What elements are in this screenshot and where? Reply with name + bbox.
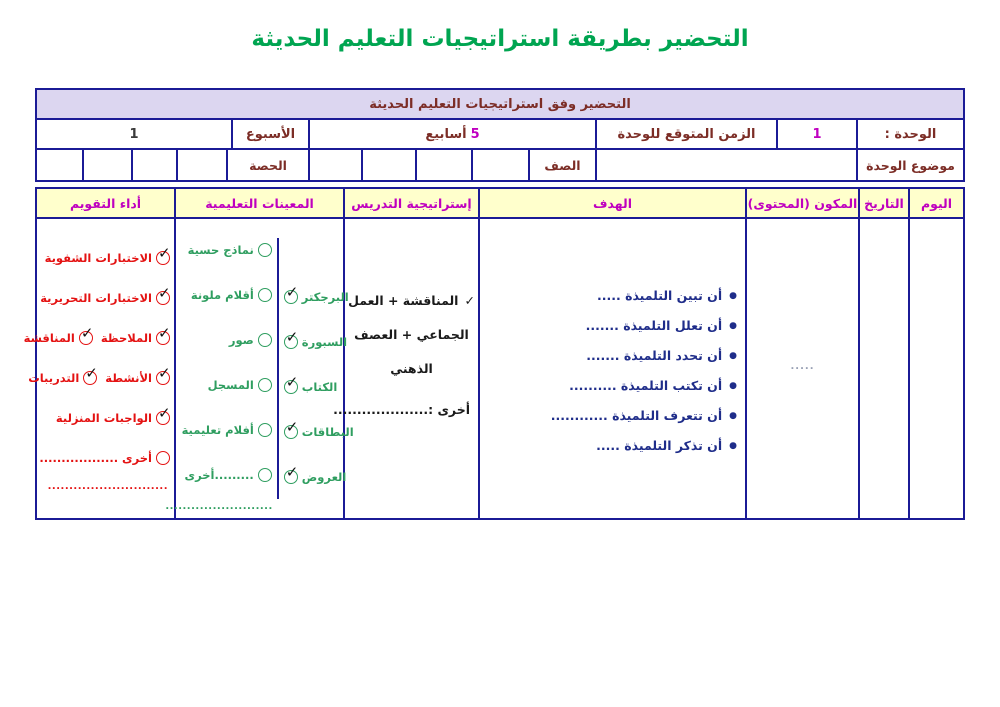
- header-strategy: [343, 189, 478, 217]
- evaluation-label: الملاحظة: [100, 331, 152, 345]
- week-label-cell: [231, 120, 308, 148]
- empty-circle-icon: [258, 288, 272, 302]
- objective-text: أن تتعرف التلميذة ............: [550, 407, 723, 423]
- unit-value: 1: [812, 126, 822, 142]
- aids-label: أفلام تعليمية: [181, 422, 254, 437]
- check-icon: ✓: [464, 292, 475, 308]
- unit-label: الوحدة :: [884, 126, 937, 142]
- strategy-line-2: الجماعي + العصف: [354, 326, 469, 342]
- checked-circle-icon: [284, 290, 298, 304]
- aids-item: [165, 317, 276, 362]
- empty-circle-icon: [258, 243, 272, 257]
- weeks-unit: أسابيع: [425, 126, 467, 142]
- aids-other-dots: .........................: [165, 501, 273, 512]
- objective-item: [480, 280, 745, 310]
- evaluation-label: الاختبارات الشفوية: [44, 251, 152, 265]
- period-input-cell: [37, 150, 82, 180]
- aids-checked-list: [277, 238, 354, 499]
- checked-circle-icon: [156, 411, 170, 425]
- objective-item: [480, 430, 745, 460]
- evaluation-item-pair: [28, 358, 174, 398]
- week-value-cell: [37, 120, 231, 148]
- plan-table-body: [23, 217, 963, 518]
- header-date-label: التاريخ: [864, 195, 904, 211]
- aids-label: السبورة: [301, 334, 348, 349]
- period-input-cell: [131, 150, 176, 180]
- aids-other-label: أخرى.........: [184, 467, 254, 482]
- header-component: [745, 189, 858, 217]
- evaluation-label: أخرى ..................: [39, 451, 152, 465]
- unit-topic-label-cell: [856, 150, 963, 180]
- bullet-icon: [729, 378, 737, 393]
- evaluation-item: [37, 238, 174, 278]
- evaluation-label: المناقشة: [23, 331, 75, 345]
- strategy-cell: [333, 219, 478, 518]
- aids-unchecked-list: [165, 225, 276, 512]
- aids-other-item: [165, 452, 276, 497]
- evaluation-label: التدريبات: [28, 371, 80, 385]
- component-placeholder-dots: .....: [790, 361, 815, 372]
- period-input-cell: [176, 150, 226, 180]
- week-value: 1: [129, 126, 139, 142]
- objective-item: [480, 400, 745, 430]
- header-day: [908, 189, 963, 217]
- unit-value-cell: [776, 120, 856, 148]
- grade-input-cell: [471, 150, 528, 180]
- checked-circle-icon: [156, 251, 170, 265]
- grade-label: الصف: [544, 157, 581, 173]
- strategy-line-3: الذهني: [390, 360, 433, 376]
- aids-label: البرجكتر: [301, 289, 349, 304]
- evaluation-label: الأنشطة: [105, 371, 152, 385]
- header-aids-label: المعينات التعليمية: [205, 195, 314, 211]
- bullet-icon: [729, 288, 737, 303]
- grade-input-cell: [415, 150, 471, 180]
- aids-label: البطاقات: [301, 424, 354, 439]
- aids-label: المسجل: [207, 377, 254, 392]
- aids-item: [279, 274, 354, 319]
- date-cell: [858, 219, 908, 518]
- evaluation-other-dots: ............................: [47, 481, 168, 492]
- header-strategy-label: إستراتيجية التدريس: [351, 195, 472, 211]
- objective-item: [480, 310, 745, 340]
- empty-circle-icon: [258, 378, 272, 392]
- objective-list: [480, 219, 745, 460]
- evaluation-label: الواجبات المنزلية: [55, 411, 152, 425]
- aids-item: [279, 409, 354, 454]
- evaluation-item: [37, 398, 174, 438]
- aids-label: نماذج حسية: [187, 242, 254, 257]
- bullet-icon: [729, 348, 737, 363]
- bullet-icon: [729, 438, 737, 453]
- evaluation-list: [23, 219, 174, 492]
- evaluation-cell: [23, 219, 174, 518]
- component-cell: [745, 219, 858, 518]
- objective-item: [480, 370, 745, 400]
- aids-item: [279, 364, 354, 409]
- checked-circle-icon: [79, 331, 93, 345]
- grade-label-cell: [528, 150, 595, 180]
- aids-label: أقلام ملونة: [190, 287, 254, 302]
- table-banner: [37, 90, 963, 118]
- empty-circle-icon: [156, 451, 170, 465]
- aids-item: [165, 227, 276, 272]
- strategy-text: المناقشة + العمل: [348, 292, 459, 308]
- checked-circle-icon: [284, 425, 298, 439]
- period-label: الحصة: [249, 157, 287, 173]
- aids-cell: [165, 219, 354, 518]
- empty-circle-icon: [258, 468, 272, 482]
- plan-table-header: [37, 189, 963, 217]
- bullet-icon: [729, 318, 737, 333]
- plan-table: [23, 187, 965, 520]
- checked-circle-icon: [284, 470, 298, 484]
- objective-text: أن تحدد التلميذة .......: [586, 347, 723, 363]
- objective-text: أن تذكر التلميذة .....: [596, 437, 723, 453]
- header-date: [858, 189, 908, 217]
- banner-text: التحضير وفق استراتيجيات التعليم الحديثة: [369, 96, 631, 112]
- header-objective-label: الهدف: [593, 195, 632, 211]
- objective-text: أن تبين التلميذة .....: [596, 287, 723, 303]
- objective-text: أن تكتب التلميذة ..........: [569, 377, 723, 393]
- evaluation-item-pair: [23, 318, 174, 358]
- aids-item: [165, 407, 276, 452]
- unit-topic-label: موضوع الوحدة: [866, 157, 955, 173]
- checked-circle-icon: [284, 335, 298, 349]
- grade-input-cell: [361, 150, 415, 180]
- checked-circle-icon: [284, 380, 298, 394]
- strategy-other: أخرى :....................: [333, 402, 470, 417]
- unit-label-cell: [856, 120, 963, 148]
- checked-circle-icon: [156, 291, 170, 305]
- unit-topic-input-cell: [595, 150, 856, 180]
- evaluation-item: [37, 278, 174, 318]
- strategy-content: [333, 219, 478, 417]
- weeks-number: 5: [470, 126, 480, 142]
- aids-item: [279, 454, 354, 499]
- objective-text: أن تعلل التلميذة .......: [585, 317, 723, 333]
- period-input-cell: [82, 150, 131, 180]
- day-cell: [908, 219, 963, 518]
- aids-label: صور: [228, 332, 254, 347]
- header-evaluation-label: أداء التقويم: [69, 195, 142, 211]
- header-evaluation: [37, 189, 174, 217]
- expected-time-label: الزمن المتوقع للوحدة: [617, 126, 756, 142]
- bullet-icon: [729, 408, 737, 423]
- aids-item: [165, 362, 276, 407]
- empty-circle-icon: [258, 423, 272, 437]
- header-objective: [478, 189, 745, 217]
- objective-item: [480, 340, 745, 370]
- period-label-cell: [226, 150, 308, 180]
- checked-circle-icon: [83, 371, 97, 385]
- empty-circle-icon: [258, 333, 272, 347]
- info-table: [35, 88, 965, 182]
- checked-circle-icon: [156, 371, 170, 385]
- header-component-label: المكون (المحتوى): [747, 195, 858, 211]
- aids-label: العروض: [301, 469, 347, 484]
- header-day-label: اليوم: [920, 195, 953, 211]
- aids-label: الكتاب: [301, 379, 338, 394]
- aids-item: [165, 272, 276, 317]
- weeks-value-cell: [308, 120, 595, 148]
- week-label: الأسبوع: [245, 126, 296, 142]
- grade-input-cell: [308, 150, 361, 180]
- checked-circle-icon: [156, 331, 170, 345]
- evaluation-other-item: [37, 438, 174, 478]
- page-title: التحضير بطريقة استراتيجيات التعليم الحديثة: [251, 26, 749, 52]
- evaluation-label: الاختبارات التحريرية: [40, 291, 152, 305]
- header-aids: [174, 189, 343, 217]
- strategy-line-1: [345, 283, 478, 317]
- aids-item: [279, 319, 354, 364]
- objective-cell: [478, 219, 745, 518]
- expected-time-label-cell: [595, 120, 776, 148]
